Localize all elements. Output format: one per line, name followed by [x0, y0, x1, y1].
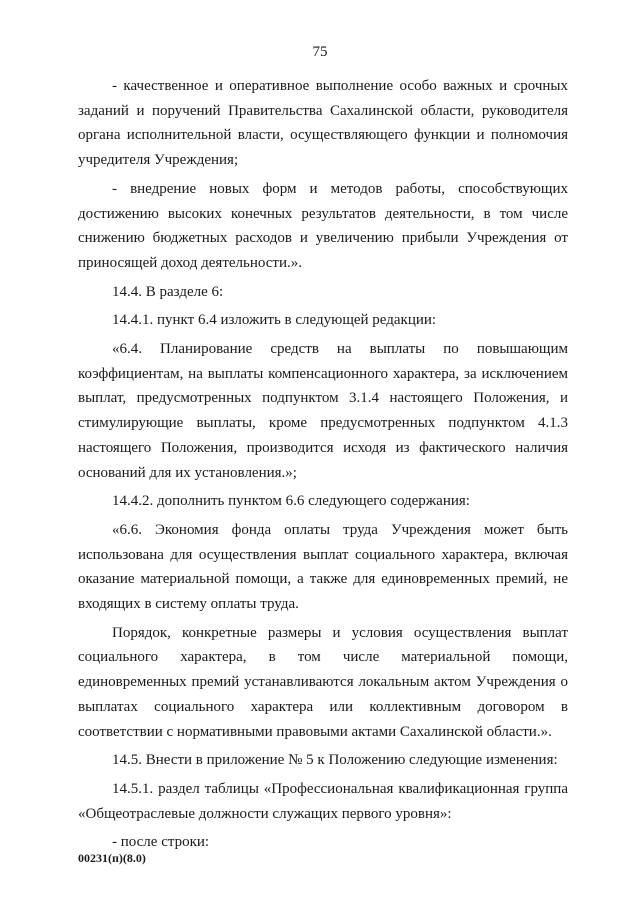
document-code: 00231(п)(8.0)	[78, 851, 146, 865]
paragraph-10: 14.5.1. раздел таблицы «Профессиональная квалификационная группа «Общеотраслевые должности служащих первого уровня»:	[78, 780, 568, 822]
paragraph-8: Порядок, конкретные размеры и условия осуществления выплат социального характера, в том числе материальной помощи, единовременных премий устанавливаются локальным актом Учреждения о выплатах социального характера или коллективным договором в соответствии с нормативными правовыми актами Сахалинской области.».	[78, 624, 568, 740]
paragraph-7: «6.6. Экономия фонда оплаты труда Учреждения может быть использована для осуществления выплат социального характера, включая оказание материальной помощи, а также для единовременных премий, не входящих в систему оплаты труда.	[78, 521, 568, 613]
document-body	[78, 74, 568, 859]
paragraph-4: 14.4.1. пункт 6.4 изложить в следующей редакции:	[112, 312, 437, 329]
paragraph-3: 14.4. В разделе 6:	[112, 283, 224, 300]
paragraph-1: - качественное и оперативное выполнение особо важных и срочных заданий и поручений Правительства Сахалинской области, руководителя органа исполнительной власти, осуществляющего функции и полномочия учредителя Учреждения;	[78, 78, 568, 169]
paragraph-9: 14.5. Внести в приложение № 5 к Положению следующие изменения:	[112, 752, 558, 769]
paragraph-11: - после строки:	[112, 834, 210, 851]
paragraph-2: - внедрение новых форм и методов работы, способствующих достижению высоких конечных результатов деятельности, в том числе снижению бюджетных расходов и увеличению прибыли Учреждения от приносящей доход деятельности.».	[78, 180, 568, 271]
paragraph-5: «6.4. Планирование средств на выплаты по повышающим коэффициентам, на выплаты компенсационного характера, за исключением выплат, предусмотренных подпунктом 3.1.4 настоящего Положения, и стимулирующие выплаты, кроме предусмотренных подпунктом 4.1.3 настоящего Положения, производится исходя из фактического наличия оснований для их установления.»;	[78, 341, 568, 481]
paragraph-6: 14.4.2. дополнить пунктом 6.6 следующего содержания:	[112, 493, 470, 510]
page-number: 75	[312, 44, 328, 60]
